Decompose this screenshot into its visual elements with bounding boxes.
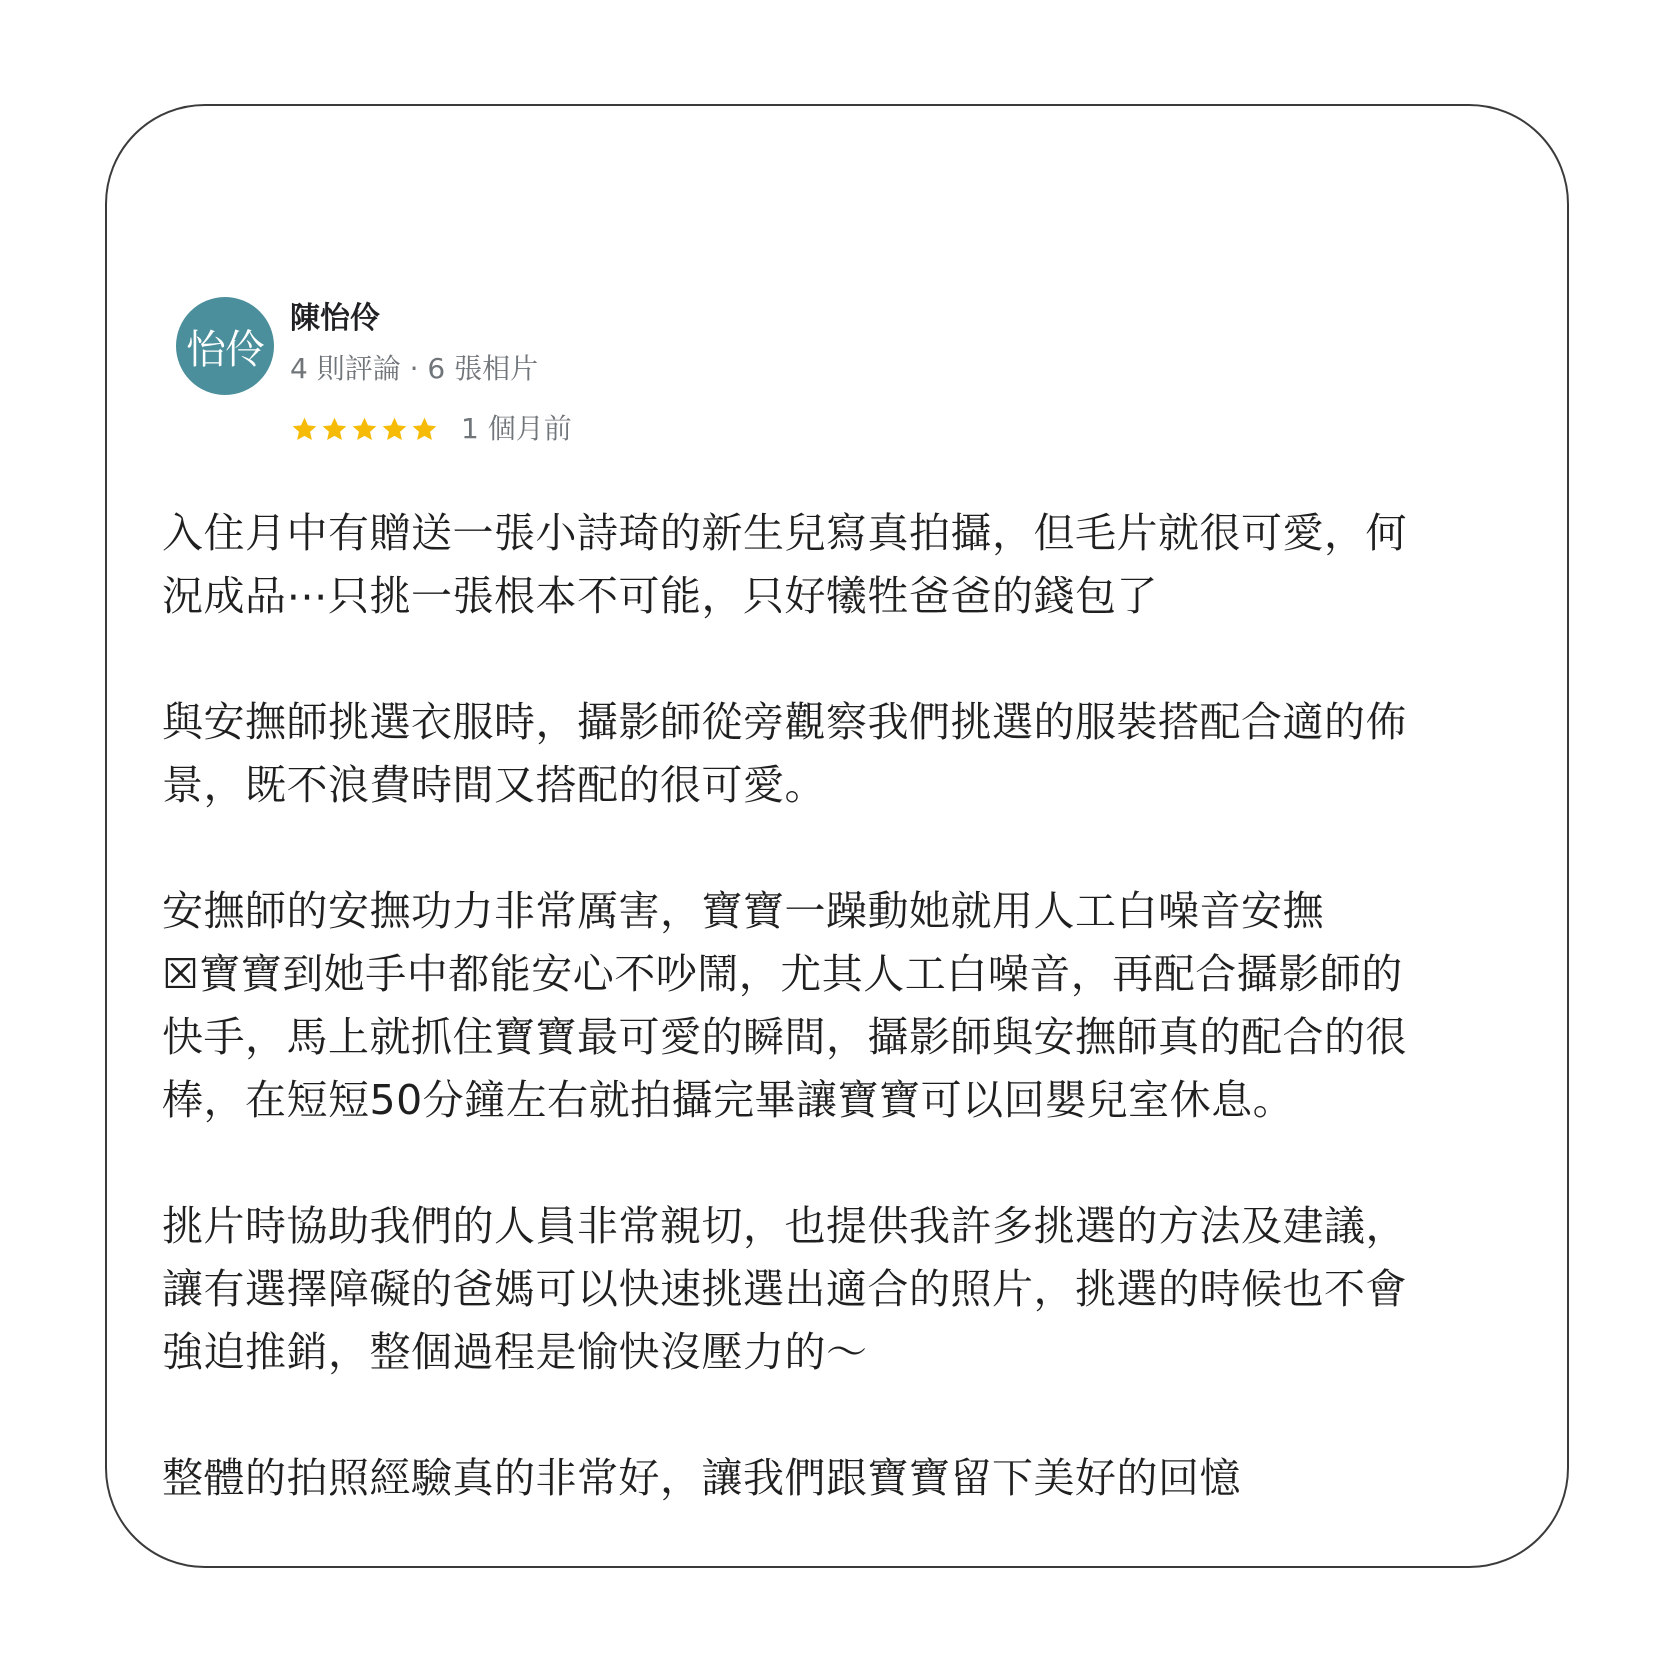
review-text-line: 讓有選擇障礙的爸媽可以快速挑選出適合的照片，挑選的時候也不會 [162, 1265, 1407, 1313]
star-rating [290, 415, 439, 444]
review-time: 1 個月前 [461, 412, 572, 445]
star-icon [350, 415, 379, 444]
review-text-line: 整體的拍照經驗真的非常好，讓我們跟寶寶留下美好的回憶 [162, 1454, 1241, 1502]
avatar[interactable] [176, 297, 274, 395]
review-text-line: 挑片時協助我們的人員非常親切，也提供我許多挑選的方法及建議， [162, 1202, 1407, 1250]
reviewer-meta[interactable]: 4 則評論 · 6 張相片 [290, 352, 539, 385]
avatar-initials: 怡伶 [186, 326, 264, 373]
review-text-line: ☒寶寶到她手中都能安心不吵鬧，尤其人工白噪音，再配合攝影師的 [162, 950, 1403, 998]
review-text-line: 快手，馬上就抓住寶寶最可愛的瞬間，攝影師與安撫師真的配合的很 [162, 1013, 1407, 1061]
star-icon [290, 415, 319, 444]
review-text-line: 與安撫師挑選衣服時，攝影師從旁觀察我們挑選的服裝搭配合適的佈 [162, 698, 1407, 746]
review-text-line: 景，既不浪費時間又搭配的很可愛。 [162, 761, 826, 809]
star-icon [410, 415, 439, 444]
review-text-line: 棒，在短短50分鐘左右就拍攝完畢讓寶寶可以回嬰兒室休息。 [162, 1076, 1295, 1124]
star-icon [380, 415, 409, 444]
review-text-line: 入住月中有贈送一張小詩琦的新生兒寫真拍攝，但毛片就很可愛，何 [162, 509, 1407, 557]
rating-row [290, 410, 572, 448]
reviewer-name[interactable]: 陳怡伶 [290, 301, 380, 336]
review-text-line: 況成品⋯只挑一張根本不可能，只好犧牲爸爸的錢包了 [162, 572, 1158, 620]
star-icon [320, 415, 349, 444]
review-text-line: 強迫推銷，整個過程是愉快沒壓力的～ [162, 1328, 868, 1376]
review-text-line: 安撫師的安撫功力非常厲害，寶寶一躁動她就用人工白噪音安撫 [162, 887, 1324, 935]
